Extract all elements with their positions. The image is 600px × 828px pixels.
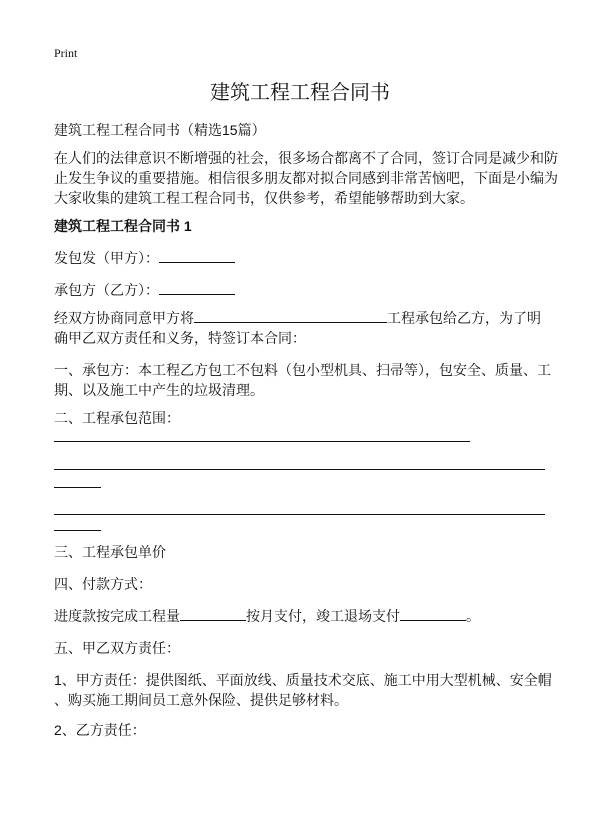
- payment-text: 。: [466, 608, 480, 624]
- blank-line: [54, 514, 545, 515]
- agreement-paragraph: [54, 308, 546, 348]
- clause-line: 一、承包方：本工程乙方包工不包料（包小型机具、扫帚等），包安全、质量、工: [54, 362, 551, 378]
- responsibility-line: 、购买施工期间员工意外保险、提供足够材料。: [54, 692, 348, 708]
- clause-2: 二、工程承包范围：: [54, 410, 180, 426]
- party-a-line: [54, 248, 546, 268]
- intro-line: 大家收集的建筑工程工程合同书，仅供参考，希望能够帮助到大家。: [54, 190, 474, 206]
- agreement-text: 经双方协商同意甲方将: [54, 310, 194, 326]
- intro-line: 止发生争议的重要措施。相信很多朋友都对拟合同感到非常苦恼吧，下面是小编为: [54, 170, 558, 186]
- page-title: 建筑工程工程合同书: [210, 82, 390, 104]
- intro-line: 在人们的法律意识不断增强的社会，很多场合都离不了合同，签订合同是减少和防: [54, 150, 558, 166]
- payment-blank: [180, 606, 246, 621]
- party-b-responsibility: 2、乙方责任：: [54, 722, 146, 738]
- party-a-blank: [159, 248, 235, 263]
- blank-line: [54, 441, 470, 442]
- clause-5: 五、甲乙双方责任：: [54, 640, 180, 656]
- payment-text: 按月支付，竣工退场支付: [246, 608, 400, 624]
- party-b-blank: [159, 280, 235, 295]
- project-blank: [194, 308, 387, 323]
- clause-4: 四、付款方式：: [54, 576, 152, 592]
- clause-line: 期、以及施工中产生的垃圾清理。: [54, 382, 264, 398]
- blank-line: [54, 487, 101, 488]
- blank-line: [54, 530, 101, 531]
- agreement-text: 工程承包给乙方，为了明: [387, 310, 541, 326]
- party-a-responsibility: [54, 670, 552, 710]
- payment-blank: [400, 606, 466, 621]
- responsibility-line: 1、甲方责任：提供图纸、平面放线、质量技术交底、施工中用大型机械、安全帽: [54, 672, 552, 688]
- clause-1: [54, 360, 551, 400]
- party-b-line: [54, 280, 546, 300]
- blank-line: [54, 469, 545, 470]
- clause-3: 三、工程承包单价: [54, 544, 166, 560]
- print-link[interactable]: Print: [54, 46, 78, 60]
- payment-line: [54, 606, 546, 626]
- payment-text: 进度款按完成工程量: [54, 608, 180, 624]
- section-heading: 建筑工程工程合同书 1: [54, 218, 192, 234]
- party-a-label: 发包发（甲方）：: [54, 250, 159, 266]
- subtitle: 建筑工程工程合同书（精选15篇）: [54, 122, 266, 138]
- agreement-text: 确甲乙双方责任和义务，特签订本合同：: [54, 330, 306, 346]
- intro-paragraph: [54, 148, 558, 208]
- party-b-label: 承包方（乙方）：: [54, 282, 159, 298]
